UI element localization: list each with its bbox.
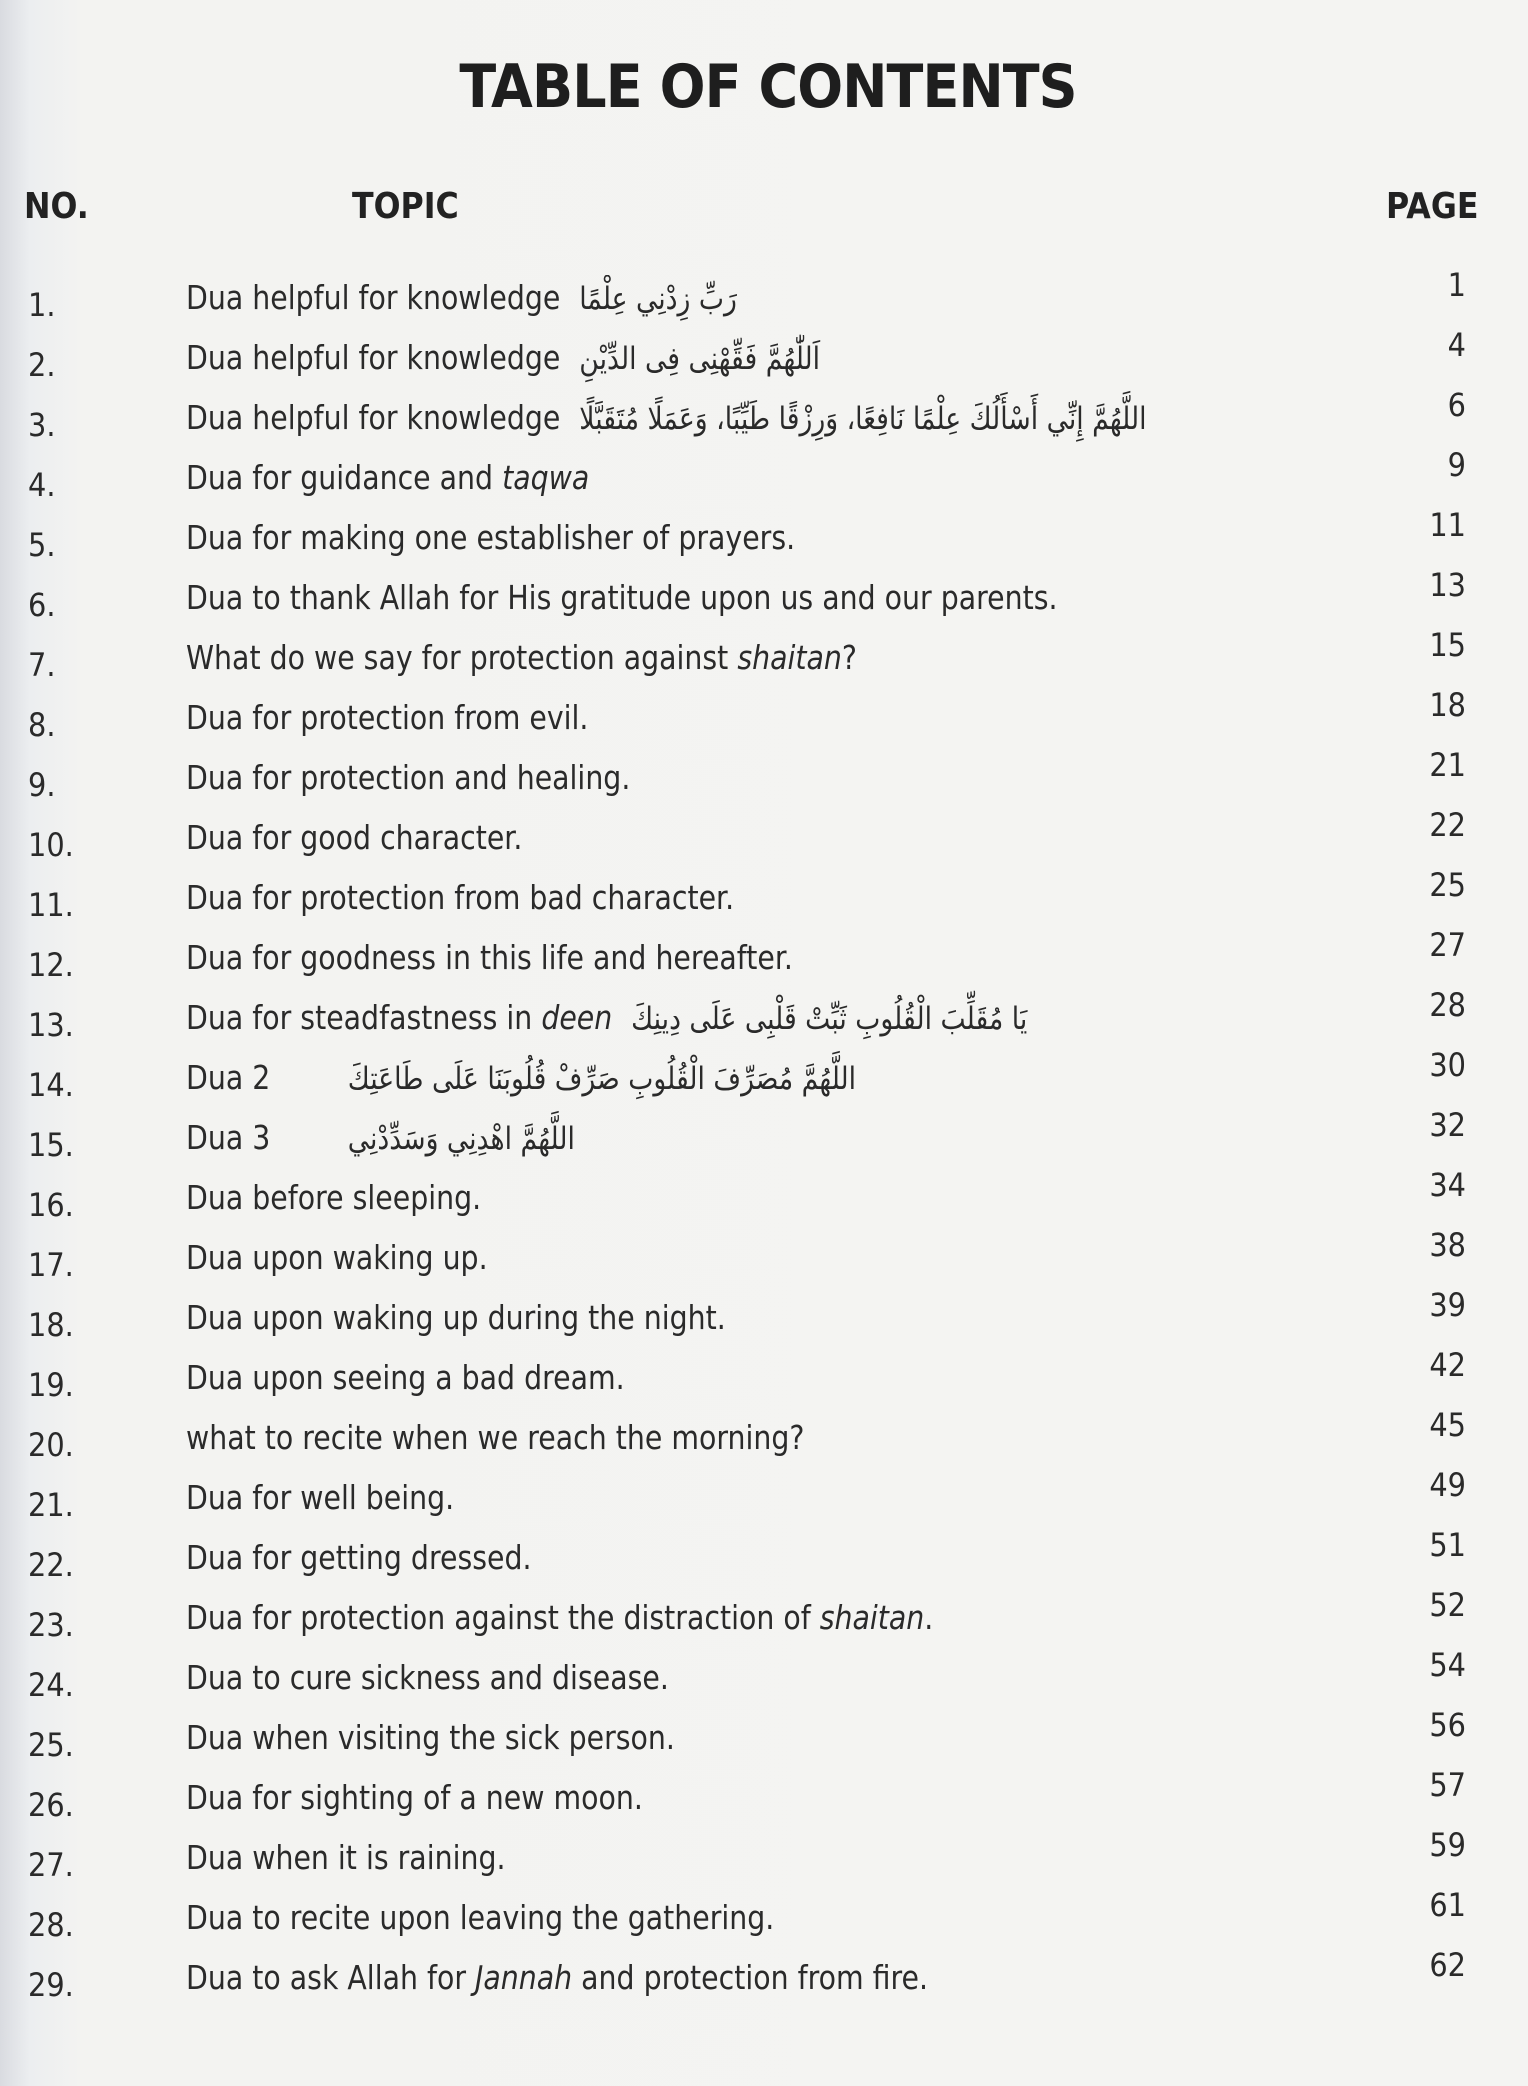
row-page: 22 xyxy=(1429,806,1466,844)
topic-text: Dua helpful for knowledge xyxy=(186,338,561,377)
row-topic xyxy=(186,1298,726,1337)
row-topic xyxy=(186,1418,804,1457)
toc-row xyxy=(0,1646,1528,1718)
row-number: 14. xyxy=(28,1066,74,1104)
topic-text: Dua 3 xyxy=(186,1118,271,1157)
topic-text: what to recite when we reach the morning? xyxy=(186,1418,805,1457)
toc-row xyxy=(0,1826,1528,1898)
toc-row xyxy=(0,806,1528,878)
row-number: 6. xyxy=(28,586,56,624)
toc-row xyxy=(0,446,1528,518)
row-topic xyxy=(186,1478,454,1517)
topic-text: Dua upon seeing a bad dream. xyxy=(186,1358,625,1397)
topic-text: Dua for protection from evil. xyxy=(186,698,589,737)
topic-text: Dua for steadfastness in xyxy=(186,998,542,1037)
topic-text: Dua for protection against the distraction of xyxy=(186,1598,820,1637)
topic-text: Dua when it is raining. xyxy=(186,1838,506,1877)
toc-row xyxy=(0,1466,1528,1538)
toc-row xyxy=(0,1766,1528,1838)
row-topic xyxy=(186,1238,488,1277)
topic-text: Dua for goodness in this life and hereafter. xyxy=(186,938,793,977)
row-page: 30 xyxy=(1429,1046,1466,1084)
row-number: 13. xyxy=(28,1006,74,1044)
row-page: 49 xyxy=(1429,1466,1466,1504)
toc-row xyxy=(0,386,1528,458)
row-page: 57 xyxy=(1429,1766,1466,1804)
row-number: 26. xyxy=(28,1786,74,1824)
arabic-dua: رَبِّ زِدْنِي عِلْمًا xyxy=(579,281,737,317)
toc-row xyxy=(0,1886,1528,1958)
toc-row xyxy=(0,986,1528,1058)
row-number: 21. xyxy=(28,1486,74,1524)
row-topic xyxy=(186,1598,933,1637)
row-page: 38 xyxy=(1429,1226,1466,1264)
topic-text: Dua to ask Allah for xyxy=(186,1958,476,1997)
topic-text: Dua for protection and healing. xyxy=(186,758,631,797)
topic-text: Dua for well being. xyxy=(186,1478,455,1517)
toc-row xyxy=(0,1286,1528,1358)
toc-row xyxy=(0,866,1528,938)
toc-row xyxy=(0,506,1528,578)
toc-row xyxy=(0,746,1528,818)
toc-row xyxy=(0,1106,1528,1178)
row-number: 20. xyxy=(28,1426,74,1464)
row-page: 42 xyxy=(1429,1346,1466,1384)
toc-row xyxy=(0,1166,1528,1238)
row-topic xyxy=(186,1058,856,1097)
row-topic xyxy=(186,1778,643,1817)
row-number: 23. xyxy=(28,1606,74,1644)
row-topic xyxy=(186,1718,675,1757)
row-number: 2. xyxy=(28,346,56,384)
row-page: 28 xyxy=(1429,986,1466,1024)
row-number: 5. xyxy=(28,526,56,564)
row-topic xyxy=(186,1538,532,1577)
topic-text: Dua when visiting the sick person. xyxy=(186,1718,675,1757)
row-number: 1. xyxy=(28,286,56,324)
row-number: 16. xyxy=(28,1186,74,1224)
row-topic xyxy=(186,1118,575,1157)
row-number: 17. xyxy=(28,1246,74,1284)
row-number: 10. xyxy=(28,826,74,864)
row-topic xyxy=(186,1658,669,1697)
row-topic xyxy=(186,638,857,677)
row-topic xyxy=(186,938,793,977)
row-page: 13 xyxy=(1429,566,1466,604)
row-topic xyxy=(186,1838,505,1877)
topic-text: Dua before sleeping. xyxy=(186,1178,482,1217)
row-number: 9. xyxy=(28,766,56,804)
row-number: 19. xyxy=(28,1366,74,1404)
toc-row xyxy=(0,1706,1528,1778)
row-topic xyxy=(186,278,737,317)
topic-italic: shaitan xyxy=(737,638,842,677)
page-title: TABLE OF CONTENTS xyxy=(459,52,1077,122)
row-topic xyxy=(186,998,1027,1037)
row-topic xyxy=(186,1898,774,1937)
row-page: 62 xyxy=(1429,1946,1466,1984)
topic-text: and protection from fire. xyxy=(572,1958,929,1997)
row-number: 15. xyxy=(28,1126,74,1164)
row-number: 24. xyxy=(28,1666,74,1704)
row-page: 11 xyxy=(1429,506,1466,544)
topic-italic: shaitan xyxy=(819,1598,925,1637)
toc-row xyxy=(0,1946,1528,2018)
toc-row xyxy=(0,926,1528,998)
topic-text: Dua for getting dressed. xyxy=(186,1538,532,1577)
row-topic xyxy=(186,698,588,737)
topic-text: Dua for guidance and xyxy=(186,458,503,497)
arabic-dua: اللَّهُمَّ إِنِّي أَسْأَلُكَ عِلْمًا نَافِعًا، وَرِزْقًا طَيِّبًا، وَعَمَلًا مُتَقَبَّلًا xyxy=(579,401,1147,437)
row-page: 9 xyxy=(1447,446,1466,484)
row-page: 52 xyxy=(1429,1586,1466,1624)
topic-text: Dua 2 xyxy=(186,1058,271,1097)
row-number: 3. xyxy=(28,406,56,444)
row-number: 29. xyxy=(28,1966,74,2004)
row-number: 27. xyxy=(28,1846,74,1884)
header-page: PAGE xyxy=(1386,186,1479,227)
toc-row xyxy=(0,1526,1528,1598)
topic-text: ? xyxy=(841,638,857,677)
topic-text: Dua to thank Allah for His gratitude upon us and our parents. xyxy=(186,578,1058,617)
topic-italic: taqwa xyxy=(502,458,590,497)
toc-row xyxy=(0,1226,1528,1298)
row-topic xyxy=(186,338,820,377)
row-page: 61 xyxy=(1429,1886,1466,1924)
topic-text: Dua upon waking up. xyxy=(186,1238,488,1277)
topic-text: Dua for sighting of a new moon. xyxy=(186,1778,643,1817)
arabic-dua: اللَّهُمَّ مُصَرِّفَ الْقُلُوبِ صَرِّفْ قُلُوبَنَا عَلَى طَاعَتِكَ xyxy=(347,1061,857,1097)
header-no: NO. xyxy=(24,186,89,227)
row-page: 21 xyxy=(1429,746,1466,784)
topic-text: Dua upon waking up during the night. xyxy=(186,1298,726,1337)
row-number: 8. xyxy=(28,706,56,744)
toc-row xyxy=(0,1046,1528,1118)
topic-text: Dua for making one establisher of prayers. xyxy=(186,518,796,557)
row-page: 15 xyxy=(1429,626,1466,664)
row-number: 22. xyxy=(28,1546,74,1584)
toc-row xyxy=(0,566,1528,638)
topic-text: . xyxy=(924,1598,934,1637)
row-number: 4. xyxy=(28,466,56,504)
row-page: 56 xyxy=(1429,1706,1466,1744)
row-number: 28. xyxy=(28,1906,74,1944)
row-number: 11. xyxy=(28,886,74,924)
toc-row xyxy=(0,1586,1528,1658)
header-topic: TOPIC xyxy=(352,186,459,227)
toc-row xyxy=(0,686,1528,758)
row-page: 27 xyxy=(1429,926,1466,964)
topic-italic: Jannah xyxy=(475,1958,573,1997)
topic-text: Dua helpful for knowledge xyxy=(186,398,561,437)
row-number: 25. xyxy=(28,1726,74,1764)
row-page: 45 xyxy=(1429,1406,1466,1444)
topic-italic: deen xyxy=(541,998,613,1037)
topic-text: Dua to recite upon leaving the gathering. xyxy=(186,1898,775,1937)
toc-row xyxy=(0,326,1528,398)
topic-text: Dua for good character. xyxy=(186,818,523,857)
row-page: 1 xyxy=(1447,266,1466,304)
arabic-dua: يَا مُقَلِّبَ الْقُلُوبِ ثَبِّتْ قَلْبِى عَلَى دِينِكَ xyxy=(631,1001,1028,1037)
arabic-dua: اَللّٰهُمَّ فَقِّهْنِى فِى الدِّيْنِ xyxy=(579,341,821,377)
row-topic xyxy=(186,818,522,857)
toc-row xyxy=(0,266,1528,338)
toc-row xyxy=(0,626,1528,698)
row-topic xyxy=(186,1958,928,1997)
topic-text: Dua to cure sickness and disease. xyxy=(186,1658,669,1697)
row-page: 59 xyxy=(1429,1826,1466,1864)
topic-text: Dua helpful for knowledge xyxy=(186,278,561,317)
row-page: 39 xyxy=(1429,1286,1466,1324)
row-page: 32 xyxy=(1429,1106,1466,1144)
row-topic xyxy=(186,758,630,797)
row-number: 18. xyxy=(28,1306,74,1344)
arabic-dua: اللَّهُمَّ اهْدِنِي وَسَدِّدْنِي xyxy=(347,1121,575,1157)
row-topic xyxy=(186,1178,481,1217)
row-page: 4 xyxy=(1447,326,1466,364)
topic-text: Dua for protection from bad character. xyxy=(186,878,735,917)
row-page: 54 xyxy=(1429,1646,1466,1684)
row-topic xyxy=(186,518,795,557)
toc-row xyxy=(0,1406,1528,1478)
row-topic xyxy=(186,1358,625,1397)
row-page: 51 xyxy=(1429,1526,1466,1564)
row-topic xyxy=(186,878,734,917)
row-page: 18 xyxy=(1429,686,1466,724)
row-page: 6 xyxy=(1447,386,1466,424)
topic-text: What do we say for protection against xyxy=(186,638,738,677)
row-topic xyxy=(186,578,1058,617)
row-number: 12. xyxy=(28,946,74,984)
row-topic xyxy=(186,398,1147,437)
row-page: 25 xyxy=(1429,866,1466,904)
row-topic xyxy=(186,458,589,497)
toc-row xyxy=(0,1346,1528,1418)
row-page: 34 xyxy=(1429,1166,1466,1204)
row-number: 7. xyxy=(28,646,56,684)
